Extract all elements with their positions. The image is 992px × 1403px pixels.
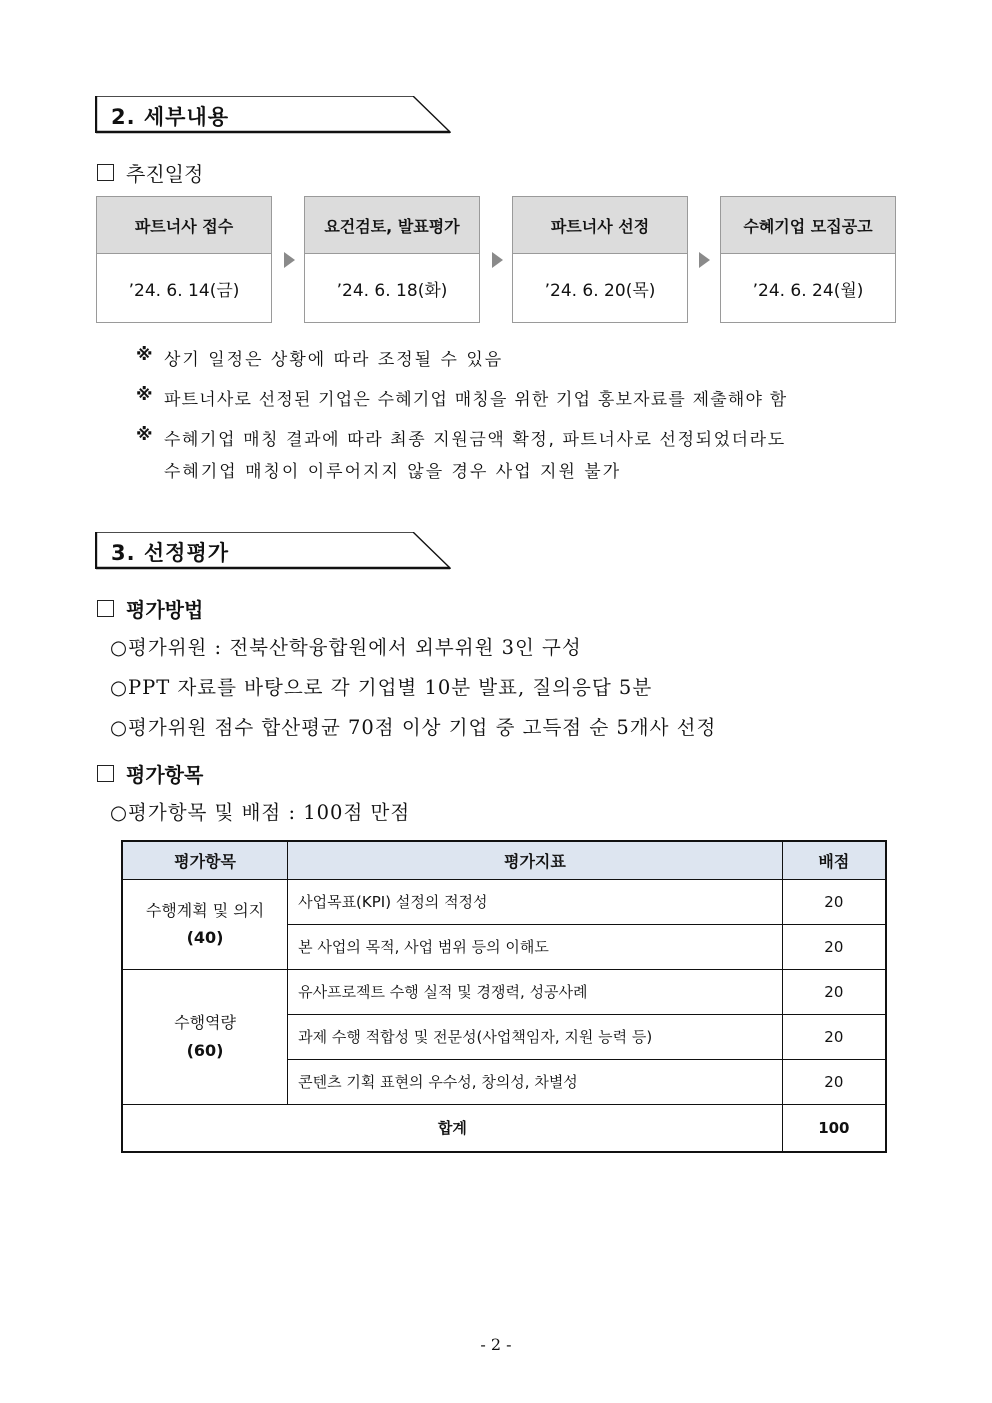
category-points: (60) [186,1040,224,1060]
column-header: 평가지표 [288,841,783,879]
step-date: ’24. 6. 14(금) [128,280,240,301]
page-number: - 2 - [480,1335,512,1354]
arrow-right-icon [699,252,710,268]
table-header-row [122,841,886,879]
items-bullet: ○평가항목 및 배점 : 100점 만점 [110,801,411,824]
indicator-cell: 본 사업의 목적, 사업 범위 등의 이해도 [288,924,783,969]
items-heading: 평가항목 [97,759,203,788]
category-name: 수행역량 [174,1013,236,1033]
schedule-step [96,196,272,323]
schedule-step [720,196,896,323]
step-label: 파트너사 선정 [513,197,687,254]
section-2-heading [95,96,451,134]
reference-mark-icon: ※ [136,425,155,445]
section-2-title: 2. 세부내용 [111,105,230,129]
arrow-right-icon [492,252,503,268]
evaluation-table [121,840,887,1153]
checkbox-square-icon [97,765,114,782]
indicator-cell: 유사프로젝트 수행 실적 및 경쟁력, 성공사례 [288,969,783,1014]
category-points: (40) [186,928,224,947]
method-bullet: ○평가위원 : 전북산학융합원에서 외부위원 3인 구성 [110,636,582,659]
column-header: 평가항목 [122,841,288,879]
table-row [122,969,886,1014]
schedule-heading: 추진일정 [97,158,203,187]
score-cell: 20 [782,879,886,924]
step-date: ’24. 6. 20(목) [544,280,656,301]
schedule-note: ※ 상기 일정은 상황에 따라 조정될 수 있음 [136,345,504,370]
total-score: 100 [782,1104,886,1152]
schedule-step [512,196,688,323]
total-label: 합계 [122,1104,782,1152]
indicator-cell: 콘텐츠 기획 표현의 우수성, 창의성, 차별성 [288,1059,783,1104]
reference-mark-icon: ※ [136,385,155,405]
table-row [122,879,886,924]
indicator-cell: 과제 수행 적합성 및 전문성(사업책임자, 지원 능력 등) [288,1014,783,1059]
arrow-right-icon [284,252,295,268]
step-label: 요건검토, 발표평가 [305,197,479,254]
schedule-note: ※ 수혜기업 매칭 결과에 따라 최종 지원금액 확정, 파트너사로 선정되었더라도 [136,425,786,450]
step-label: 수혜기업 모집공고 [721,197,895,254]
score-cell: 20 [782,969,886,1014]
method-bullet: ○PPT 자료를 바탕으로 각 기업별 10분 발표, 질의응답 5분 [110,676,653,699]
reference-mark-icon: ※ [136,345,155,365]
indicator-cell: 사업목표(KPI) 설정의 적정성 [288,879,783,924]
step-date: ’24. 6. 24(월) [752,280,864,301]
column-header: 배점 [782,841,886,879]
category-cell [122,879,288,969]
checkbox-square-icon [97,600,114,617]
score-cell: 20 [782,1059,886,1104]
table-total-row [122,1104,886,1152]
score-cell: 20 [782,1014,886,1059]
step-date: ’24. 6. 18(화) [336,280,448,301]
method-bullet: ○평가위원 점수 합산평균 70점 이상 기업 중 고득점 순 5개사 선정 [110,716,717,739]
section-3-heading [95,532,451,570]
score-cell: 20 [782,924,886,969]
category-name: 수행계획 및 의지 [145,900,265,920]
schedule-step [304,196,480,323]
method-heading: 평가방법 [97,594,203,623]
section-3-title: 3. 선정평가 [111,541,230,565]
schedule-note-continuation: 수혜기업 매칭이 이루어지지 않을 경우 사업 지원 불가 [164,462,622,482]
step-label: 파트너사 접수 [97,197,271,254]
category-cell [122,969,288,1104]
schedule-note: ※ 파트너사로 선정된 기업은 수혜기업 매칭을 위한 기업 홍보자료를 제출해야 함 [136,385,788,410]
checkbox-square-icon [97,164,114,181]
